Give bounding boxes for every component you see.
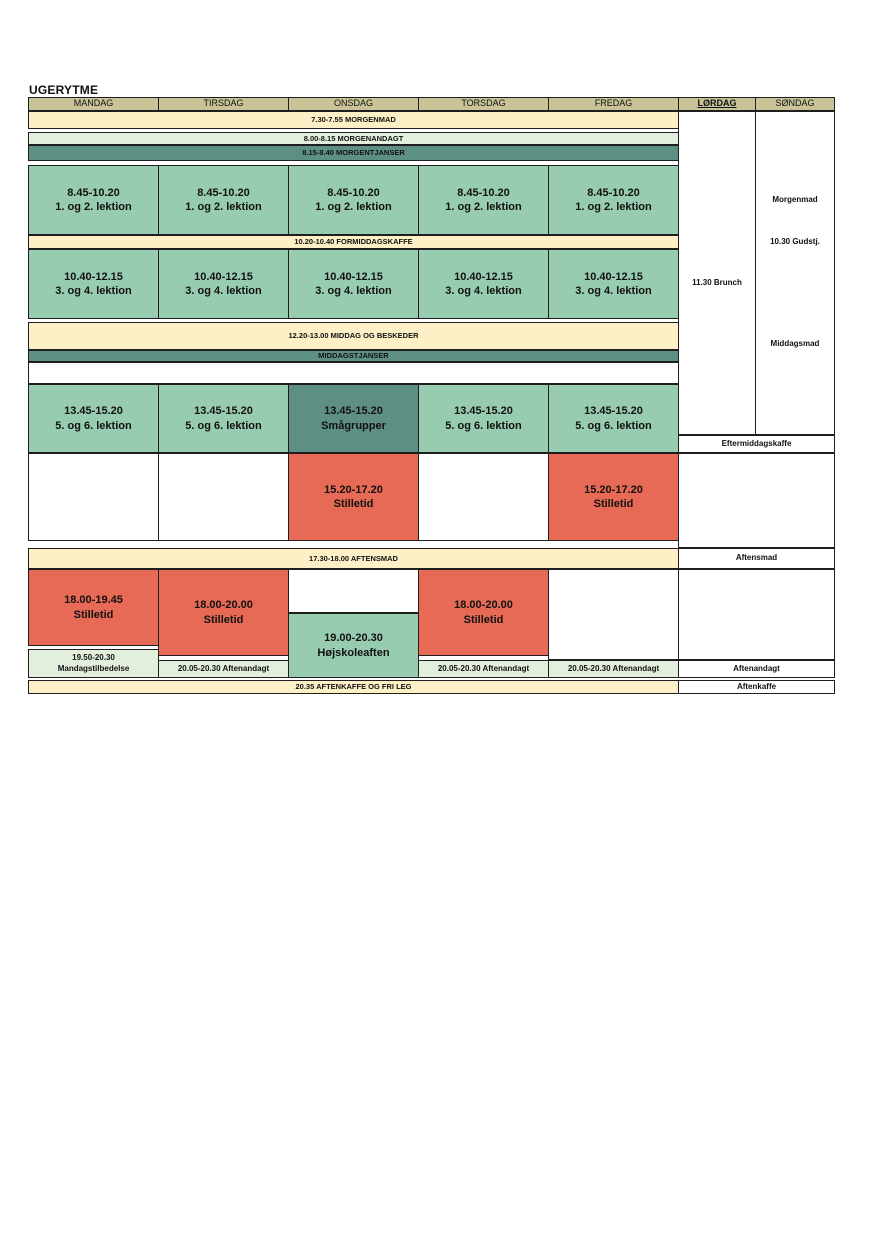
block-time: 19.50-20.30: [72, 653, 115, 663]
row-empty: [28, 362, 679, 384]
lesson-label: 3. og 4. lektion: [55, 285, 132, 297]
lesson-56-thursday: [418, 384, 549, 453]
row-middag: 12.20-13.00 MIDDAG OG BESKEDER: [28, 322, 679, 350]
row-aftensmad: 17.30-18.00 AFTENSMAD: [28, 548, 679, 569]
lesson-34-thursday: [418, 249, 549, 319]
weekend-aftensmad: Aftensmad: [678, 548, 835, 569]
smaagrupper-wednesday: [288, 384, 419, 453]
lesson-34-friday: [548, 249, 679, 319]
row-middagstjanser: MIDDAGSTJANSER: [28, 350, 679, 362]
mandagstilbedelse: [28, 649, 159, 678]
empty-cell: [548, 569, 679, 660]
block-time: 15.20-17.20: [584, 483, 643, 496]
header-sunday: SØNDAG: [755, 97, 835, 111]
empty-cell: [158, 453, 289, 541]
lesson-time: 13.45-15.20: [64, 405, 123, 418]
lesson-34-wednesday: [288, 249, 419, 319]
block-label: Stilletid: [203, 613, 244, 626]
lesson-label: 3. og 4. lektion: [185, 285, 262, 297]
block-time: 19.00-20.30: [324, 632, 383, 645]
sunday-middagsmad: Middagsmad: [770, 339, 820, 348]
sunday-block: [755, 111, 835, 435]
weekend-aftenandagt: Aftenandagt: [678, 660, 835, 678]
lesson-time: 8.45-10.20: [197, 186, 250, 199]
lesson-time: 13.45-15.20: [194, 405, 253, 418]
lesson-label: 1. og 2. lektion: [445, 201, 522, 213]
lesson-12-thursday: [418, 165, 549, 235]
stilletid-monday-evening: [28, 569, 159, 646]
empty-cell: [288, 569, 419, 613]
stilletid-tuesday-evening: [158, 569, 289, 656]
lesson-time: 13.45-15.20: [584, 405, 643, 418]
weekend-eftermiddagskaffe: Eftermiddagskaffe: [678, 435, 835, 453]
header-tuesday: TIRSDAG: [158, 97, 289, 111]
block-label: Mandagstilbedelse: [57, 663, 130, 673]
row-aftenkaffe: 20.35 AFTENKAFFE OG FRI LEG: [28, 680, 679, 694]
sunday-gudstjeneste: 10.30 Gudstj.: [770, 237, 820, 246]
lesson-12-tuesday: [158, 165, 289, 235]
row-morgenandagt: 8.00-8.15 MORGENANDAGT: [28, 132, 679, 145]
lesson-time: 13.45-15.20: [324, 405, 383, 418]
weekend-empty: [678, 569, 835, 660]
lesson-time: 10.40-12.15: [324, 270, 383, 283]
lesson-time: 10.40-12.15: [454, 270, 513, 283]
header-wednesday: ONSDAG: [288, 97, 419, 111]
aftenandagt-tuesday: 20.05-20.30 Aftenandagt: [158, 660, 289, 678]
empty-cell: [28, 453, 159, 541]
block-label: Stilletid: [593, 498, 634, 510]
lesson-label: 3. og 4. lektion: [315, 285, 392, 297]
block-time: 18.00-20.00: [194, 599, 253, 612]
lesson-label: Smågrupper: [321, 419, 386, 432]
lesson-time: 10.40-12.15: [64, 270, 123, 283]
block-label: Stilletid: [463, 613, 504, 626]
block-time: 15.20-17.20: [324, 483, 383, 496]
saturday-brunch: 11.30 Brunch: [692, 278, 742, 287]
lesson-56-tuesday: [158, 384, 289, 453]
page-title: UGERYTME: [29, 83, 99, 97]
weekend-aftenkaffe: Aftenkaffe: [678, 680, 835, 694]
lesson-label: 1. og 2. lektion: [315, 201, 392, 213]
lesson-label: 5. og 6. lektion: [55, 419, 132, 432]
lesson-time: 8.45-10.20: [457, 186, 510, 199]
lesson-label: 1. og 2. lektion: [185, 201, 262, 213]
lesson-time: 10.40-12.15: [194, 270, 253, 283]
aftenandagt-thursday: 20.05-20.30 Aftenandagt: [418, 660, 549, 678]
stilletid-wednesday: [288, 453, 419, 541]
lesson-12-wednesday: [288, 165, 419, 235]
saturday-block: [678, 111, 756, 435]
lesson-time: 8.45-10.20: [587, 186, 640, 199]
row-formiddagskaffe: 10.20-10.40 FORMIDDAGSKAFFE: [28, 235, 679, 249]
lesson-label: 5. og 6. lektion: [445, 419, 522, 432]
lesson-12-friday: [548, 165, 679, 235]
lesson-56-friday: [548, 384, 679, 453]
block-time: 18.00-20.00: [454, 599, 513, 612]
stilletid-friday: [548, 453, 679, 541]
lesson-time: 8.45-10.20: [327, 186, 380, 199]
lesson-34-monday: [28, 249, 159, 319]
header-friday: FREDAG: [548, 97, 679, 111]
lesson-12-monday: [28, 165, 159, 235]
stilletid-thursday-evening: [418, 569, 549, 656]
row-morgenmad: 7.30-7.55 MORGENMAD: [28, 111, 679, 129]
lesson-label: 3. og 4. lektion: [575, 285, 652, 297]
block-label: Højskoleaften: [317, 646, 390, 659]
lesson-label: 5. og 6. lektion: [185, 419, 262, 432]
header-monday: MANDAG: [28, 97, 159, 111]
lesson-label: 1. og 2. lektion: [575, 201, 652, 213]
block-time: 18.00-19.45: [64, 594, 123, 607]
header-saturday: LØRDAG: [678, 97, 756, 111]
empty-cell: [418, 453, 549, 541]
block-label: Stilletid: [73, 608, 114, 621]
lesson-time: 13.45-15.20: [454, 405, 513, 418]
lesson-time: 8.45-10.20: [67, 186, 120, 199]
hojskoleaften-wednesday: [288, 613, 419, 678]
lesson-label: 1. og 2. lektion: [55, 201, 132, 213]
lesson-time: 10.40-12.15: [584, 270, 643, 283]
block-label: Stilletid: [333, 498, 374, 510]
sunday-morgenmad: Morgenmad: [772, 195, 818, 204]
lesson-34-tuesday: [158, 249, 289, 319]
lesson-56-monday: [28, 384, 159, 453]
aftenandagt-friday: 20.05-20.30 Aftenandagt: [548, 660, 679, 678]
weekend-empty: [678, 453, 835, 548]
lesson-label: 3. og 4. lektion: [445, 285, 522, 297]
header-thursday: TORSDAG: [418, 97, 549, 111]
lesson-label: 5. og 6. lektion: [575, 419, 652, 432]
row-morgentjanser: 8.15-8.40 MORGENTJANSER: [28, 145, 679, 161]
